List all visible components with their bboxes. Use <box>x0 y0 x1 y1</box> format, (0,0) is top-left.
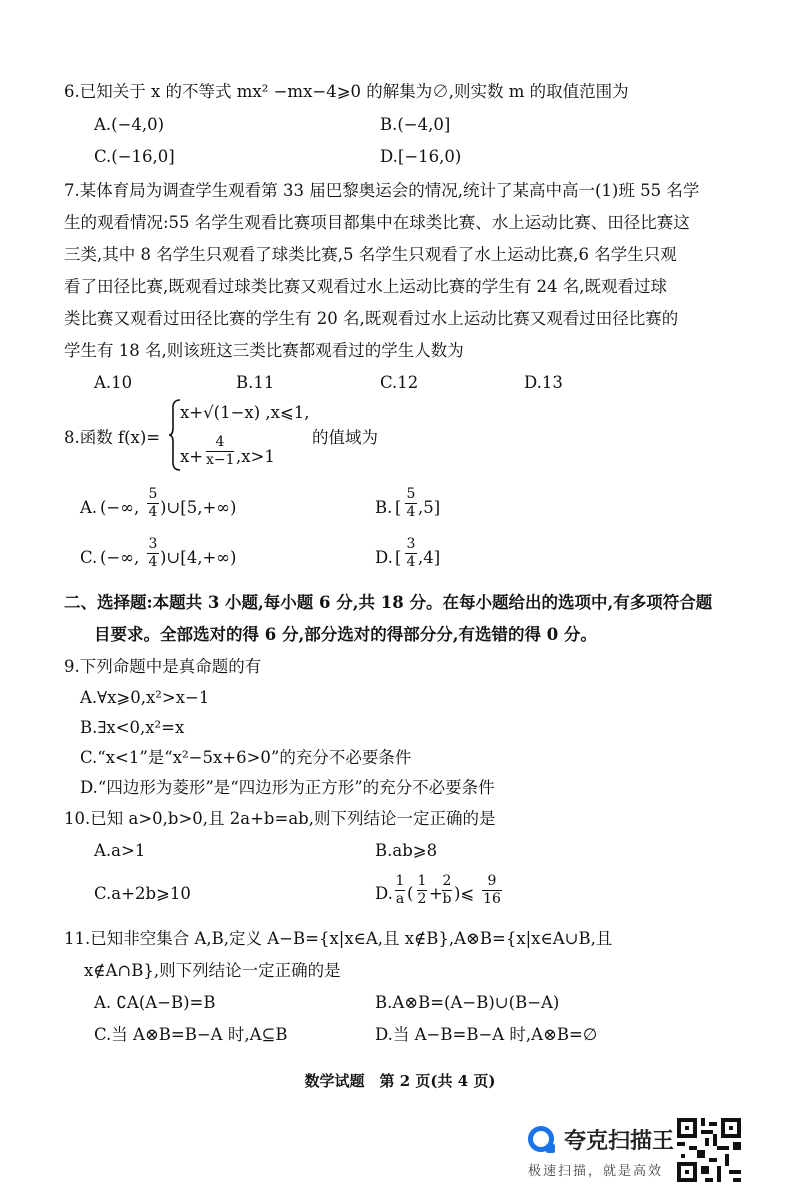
q7-line-5: 类比赛又观看过田径比赛的学生有 20 名,既观看过水上运动比赛又观看过田径比赛的 <box>64 309 679 328</box>
q8-option-d-left: [ <box>395 548 402 567</box>
q8-option-b-denominator: 4 <box>406 504 416 520</box>
q8-option-c-numerator: 3 <box>148 536 158 552</box>
q8-case-2-numerator: 4 <box>206 434 234 452</box>
q10-d-plus: + <box>429 884 443 903</box>
q6-stem: 6.已知关于 x 的不等式 mx² −mx−4⩾0 的解集为∅,则实数 m 的取值范围为 <box>64 82 629 101</box>
q10-option-b: B.ab⩾8 <box>375 841 438 860</box>
q7-line-1: 7.某体育局为调查学生观看第 33 届巴黎奥运会的情况,统计了某高中高一(1)班 55 名学 <box>64 181 700 200</box>
q9-option-d: D.“四边形为菱形”是“四边形为正方形”的充分不必要条件 <box>80 778 495 797</box>
q10-option-d-label: D. <box>375 884 393 903</box>
q8-option-c-left: (−∞, <box>100 548 140 567</box>
q10-d-close-paren: )⩽ <box>454 884 475 903</box>
q11-line-2: x∉A∩B},则下列结论一定正确的是 <box>84 961 341 980</box>
q8-suffix: 的值域为 <box>312 428 378 447</box>
q8-option-c-fraction <box>147 536 159 571</box>
q10-d-numerator-1: 1 <box>395 873 405 889</box>
page-footer: 数学试题 第 2 页(共 4 页) <box>304 1072 496 1090</box>
q7-line-3: 三类,其中 8 名学生只观看了球类比赛,5 名学生只观看了水上运动比赛,6 名学生只观 <box>64 245 677 264</box>
q8-case-2-tail: ,x>1 <box>236 447 275 466</box>
q6-option-c: C.(−16,0] <box>94 147 175 166</box>
q10-d-numerator-3: 2 <box>442 873 452 889</box>
q8-option-b-right: ,5] <box>418 498 441 517</box>
q8-case-2-fraction <box>206 434 234 469</box>
q10-option-a: A.a>1 <box>94 841 146 860</box>
q7-option-b: B.11 <box>236 373 275 392</box>
q10-d-denominator-4: 16 <box>483 891 501 907</box>
q10-stem: 10.已知 a>0,b>0,且 2a+b=ab,则下列结论一定正确的是 <box>64 809 496 828</box>
q10-d-denominator-2: 2 <box>417 891 427 907</box>
q6-option-b: B.(−4,0] <box>380 115 451 134</box>
q8-option-d-denominator: 4 <box>406 554 416 570</box>
q8-case-2-lead: x+ <box>180 447 204 466</box>
q10-d-numerator-2: 1 <box>417 873 427 889</box>
q9-option-b: B.∃x<0,x²=x <box>80 718 185 737</box>
q9-option-c: C.“x<1”是“x²−5x+6>0”的充分不必要条件 <box>80 748 412 767</box>
q11-line-1: 11.已知非空集合 A,B,定义 A−B={x|x∈A,且 x∉B},A⊗B={x|x∈A∪B,且 <box>64 929 613 948</box>
q10-d-open-paren: ( <box>407 884 414 903</box>
q8-option-a-right: )∪[5,+∞) <box>160 498 237 517</box>
q10-d-fraction-2 <box>417 873 427 908</box>
q8-option-a-left: (−∞, <box>100 498 140 517</box>
q8-option-d-label: D. <box>375 548 393 567</box>
section-2-heading-line-2: 目要求。全部选对的得 6 分,部分选对的得部分分,有选错的得 0 分。 <box>94 625 597 644</box>
q11-option-d: D.当 A−B=B−A 时,A⊗B=∅ <box>375 1025 598 1044</box>
q10-d-denominator-3: b <box>442 891 452 907</box>
q7-line-4: 看了田径比赛,既观看过球类比赛又观看过水上运动比赛的学生有 24 名,既观看过球 <box>64 277 667 296</box>
q8-option-b-left: [ <box>395 498 402 517</box>
q7-option-a: A.10 <box>94 373 133 392</box>
scanner-logo-icon <box>528 1126 554 1152</box>
q7-line-6: 学生有 18 名,则该班这三类比赛都观看过的学生人数为 <box>64 341 464 360</box>
q11-option-a: A. ∁A(A−B)=B <box>94 993 216 1012</box>
q8-option-c-right: )∪[4,+∞) <box>160 548 237 567</box>
q9-option-a: A.∀x⩾0,x²>x−1 <box>80 688 210 707</box>
q7-option-c: C.12 <box>380 373 419 392</box>
q8-prefix: 8.函数 f(x)= <box>64 428 161 447</box>
scanner-brand-slogan: 极速扫描，就是高效 <box>528 1164 664 1179</box>
q8-option-a-numerator: 5 <box>148 486 158 502</box>
q11-option-b: B.A⊗B=(A−B)∪(B−A) <box>375 993 560 1012</box>
q10-d-numerator-4: 9 <box>482 873 502 891</box>
scanner-brand-name: 夸克扫描王 <box>564 1129 675 1154</box>
q8-option-a-denominator: 4 <box>148 504 158 520</box>
q8-option-a-label: A. <box>80 498 98 517</box>
q6-option-a: A.(−4,0) <box>94 115 165 134</box>
q8-option-c-label: C. <box>80 548 98 567</box>
q8-option-d-numerator: 3 <box>406 536 416 552</box>
q11-option-c: C.当 A⊗B=B−A 时,A⊆B <box>94 1025 288 1044</box>
q8-option-b-label: B. <box>375 498 393 517</box>
q6-option-d: D.[−16,0) <box>380 147 462 166</box>
q10-option-c: C.a+2b⩾10 <box>94 884 191 903</box>
q7-line-2: 生的观看情况:55 名学生观看比赛项目都集中在球类比赛、水上运动比赛、田径比赛这 <box>64 213 690 232</box>
q8-option-d-fraction <box>405 536 417 571</box>
q10-d-fraction-3 <box>442 873 452 908</box>
q8-case-1: x+√(1−x) ,x⩽1, <box>180 403 310 422</box>
q8-case-2-denominator: x−1 <box>206 452 235 468</box>
qr-code-icon <box>677 1118 741 1182</box>
q8-option-b-numerator: 5 <box>406 486 416 502</box>
q8-option-b-fraction <box>405 486 417 521</box>
scanner-watermark <box>528 1124 678 1180</box>
q10-d-fraction-1 <box>395 873 405 908</box>
q7-option-d: D.13 <box>524 373 563 392</box>
q10-d-denominator-1: a <box>395 891 405 907</box>
q9-stem: 9.下列命题中是真命题的有 <box>64 657 262 676</box>
q10-d-fraction-4 <box>482 873 502 908</box>
q8-option-d-right: ,4] <box>418 548 441 567</box>
q8-option-c-denominator: 4 <box>148 554 158 570</box>
q8-option-a-fraction <box>147 486 159 521</box>
section-2-heading-line-1: 二、选择题:本题共 3 小题,每小题 6 分,共 18 分。在每小题给出的选项中,有多项符合题 <box>64 593 713 612</box>
